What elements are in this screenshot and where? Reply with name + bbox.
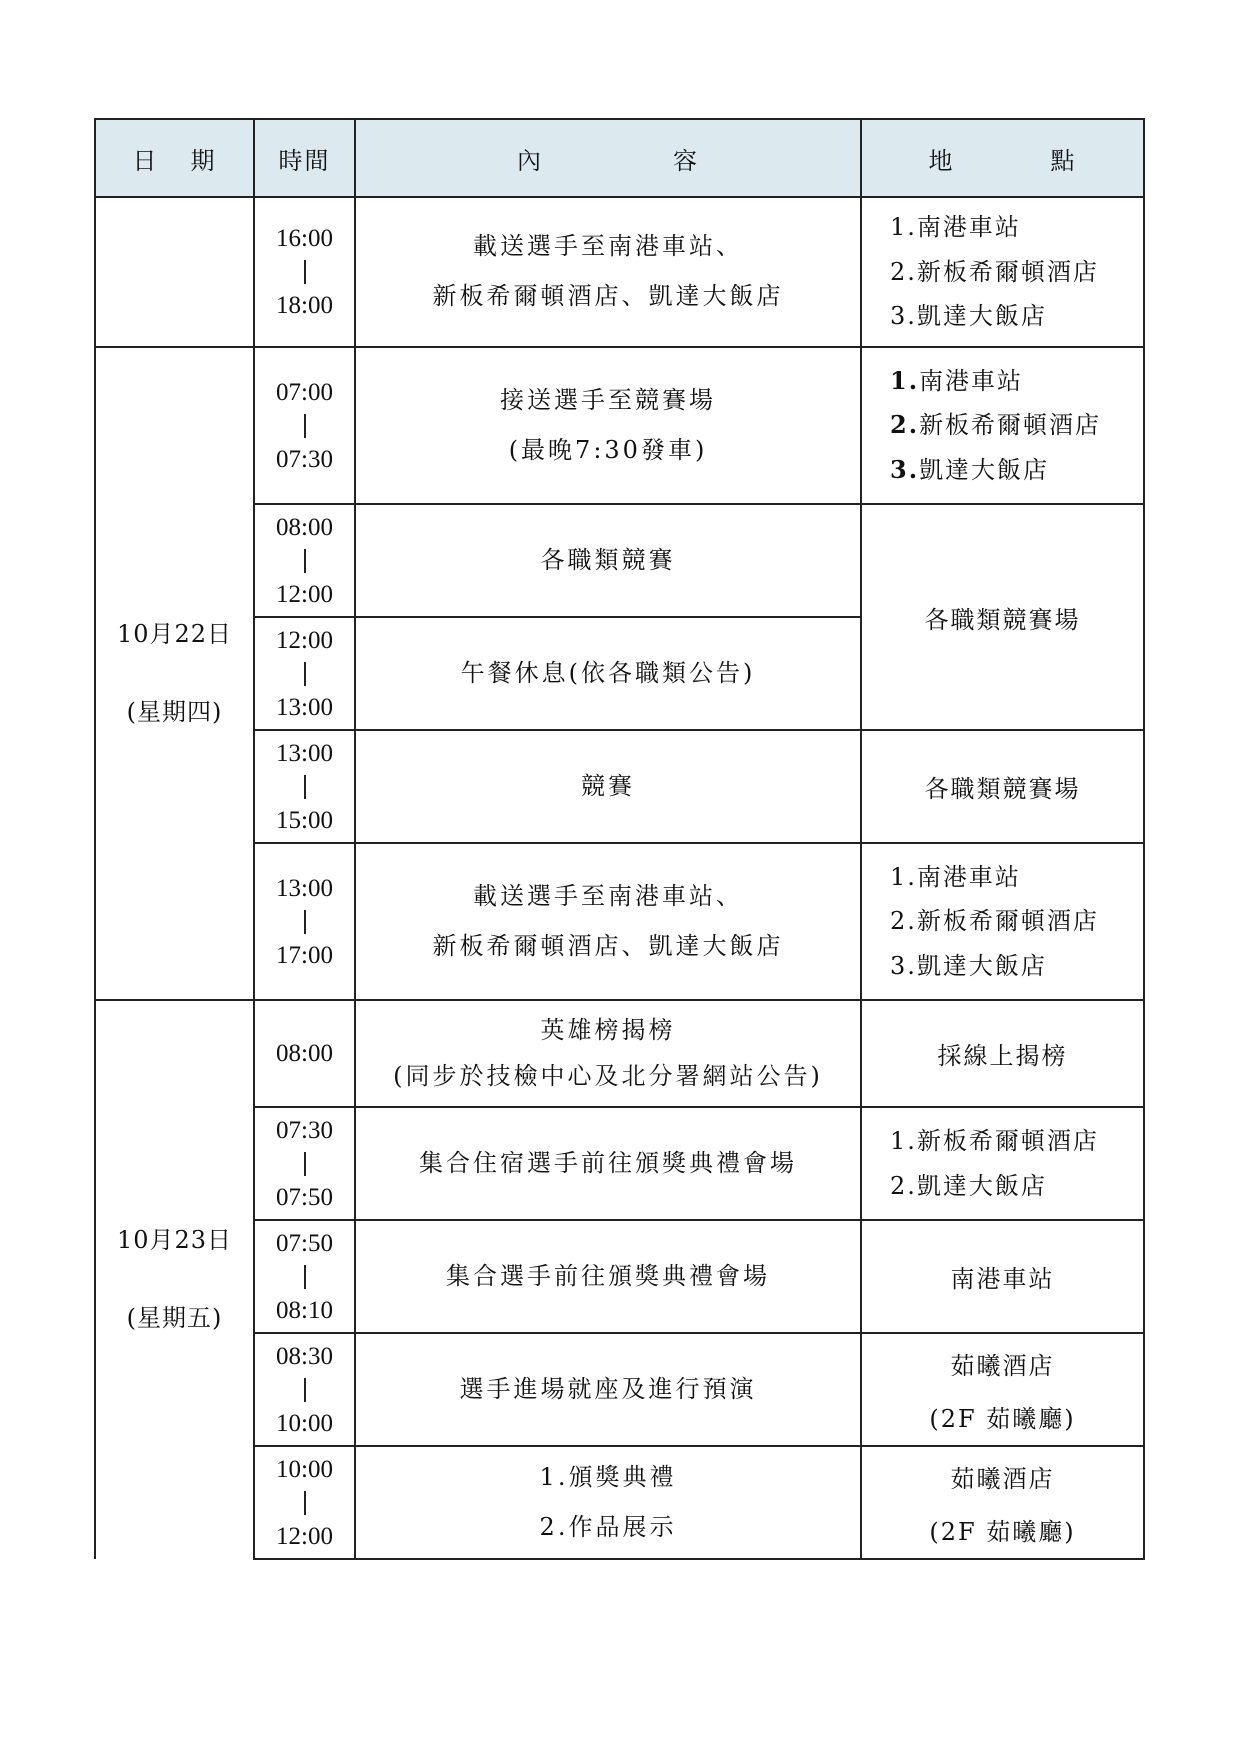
location-cell: 1.南港車站 2.新板希爾頓酒店 3.凱達大飯店 <box>861 197 1144 347</box>
time-cell: 07:50 08:10 <box>254 1220 355 1333</box>
location-cell: 各職類競賽場 <box>861 730 1144 843</box>
header-content: 內 容 <box>355 119 861 197</box>
content-cell: 集合住宿選手前往頒獎典禮會場 <box>355 1107 861 1220</box>
content-cell: 競賽 <box>355 730 861 843</box>
location-cell: 各職類競賽場 <box>861 504 1144 730</box>
time-cell: 08:00 12:00 <box>254 504 355 617</box>
location-cell: 1.南港車站 2.新板希爾頓酒店 3.凱達大飯店 <box>861 843 1144 1000</box>
location-cell: 1.新板希爾頓酒店 2.凱達大飯店 <box>861 1107 1144 1220</box>
date-cell-oct23: 10月23日 (星期五) <box>95 1000 254 1559</box>
time-cell: 08:30 10:00 <box>254 1333 355 1446</box>
location-cell: 茹曦酒店 (2F 茹曦廳) <box>861 1446 1144 1559</box>
content-cell: 集合選手前往頒獎典禮會場 <box>355 1220 861 1333</box>
time-cell: 10:00 12:00 <box>254 1446 355 1559</box>
content-cell: 接送選手至競賽場 (最晚7:30發車) <box>355 347 861 504</box>
time-cell: 12:00 13:00 <box>254 617 355 730</box>
time-cell: 13:00 17:00 <box>254 843 355 1000</box>
date-cell-empty <box>95 197 254 347</box>
time-cell: 07:00 07:30 <box>254 347 355 504</box>
time-cell: 07:30 07:50 <box>254 1107 355 1220</box>
header-time: 時間 <box>254 119 355 197</box>
content-cell: 載送選手至南港車站、 新板希爾頓酒店、凱達大飯店 <box>355 197 861 347</box>
header-date: 日 期 <box>95 119 254 197</box>
content-cell: 英雄榜揭榜 (同步於技檢中心及北分署網站公告) <box>355 1000 861 1107</box>
content-cell: 午餐休息(依各職類公告) <box>355 617 861 730</box>
table-row <box>95 1000 1144 1107</box>
content-cell: 1.頒獎典禮 2.作品展示 <box>355 1446 861 1559</box>
location-cell: 南港車站 <box>861 1220 1144 1333</box>
date-cell-oct22: 10月22日 (星期四) <box>95 347 254 1000</box>
location-cell: 1.南港車站 2.新板希爾頓酒店 3.凱達大飯店 <box>861 347 1144 504</box>
location-cell: 採線上揭榜 <box>861 1000 1144 1107</box>
content-cell: 載送選手至南港車站、 新板希爾頓酒店、凱達大飯店 <box>355 843 861 1000</box>
content-cell: 選手進場就座及進行預演 <box>355 1333 861 1446</box>
header-location: 地 點 <box>861 119 1144 197</box>
time-cell: 16:00 18:00 <box>254 197 355 347</box>
header-row <box>95 119 1144 197</box>
time-cell: 08:00 <box>254 1000 355 1107</box>
schedule-table <box>94 118 1145 1560</box>
table-row <box>95 197 1144 347</box>
location-cell: 茹曦酒店 (2F 茹曦廳) <box>861 1333 1144 1446</box>
content-cell: 各職類競賽 <box>355 504 861 617</box>
table-row <box>95 347 1144 504</box>
time-cell: 13:00 15:00 <box>254 730 355 843</box>
